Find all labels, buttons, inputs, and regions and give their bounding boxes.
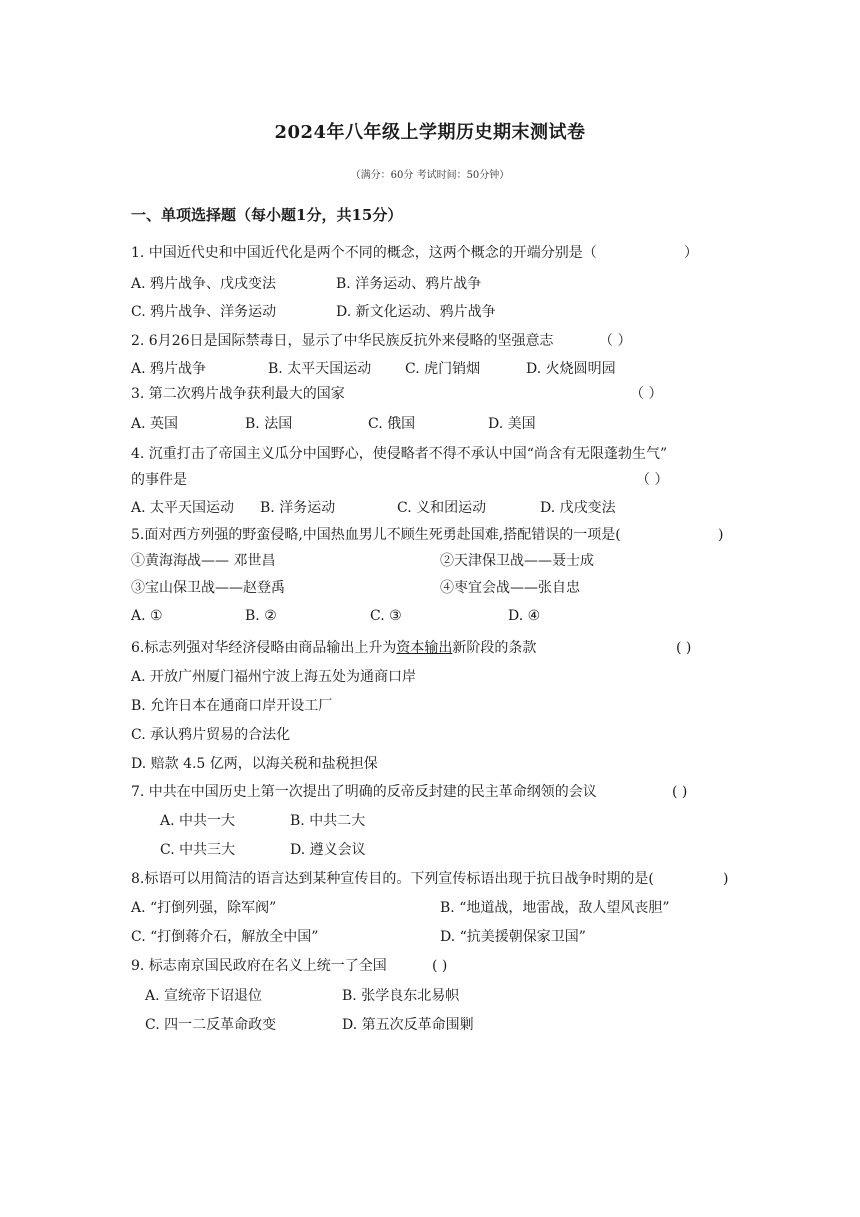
q3-option-d: D. 美国 xyxy=(488,416,536,432)
q5-option-b: B. ② xyxy=(245,608,277,624)
q9-paren: ( ) xyxy=(432,958,448,974)
q5-option-c: C. ③ xyxy=(370,608,402,624)
q1-option-a: A. 鸦片战争、戊戌变法 xyxy=(131,276,277,292)
q6-stem-post: 新阶段的条款 xyxy=(452,640,537,656)
q1-stem: 1. 中国近代史和中国近代化是两个不同的概念，这两个概念的开端分别是（ xyxy=(131,245,597,261)
q8-paren-close: ) xyxy=(723,871,729,887)
exam-title: 2024年八年级上学期历史期末测试卷 xyxy=(274,122,586,143)
q5-stem: 5.面对西方列强的野蛮侵略,中国热血男儿不顾生死勇赴国难,搭配错误的一项是( xyxy=(131,527,621,543)
q8-option-c: C. “打倒蒋介石，解放全中国” xyxy=(131,929,319,945)
q6-stem xyxy=(131,638,536,658)
q8-stem: 8.标语可以用简洁的语言达到某种宣传目的。下列宣传标语出现于抗日战争时期的是( xyxy=(131,871,654,887)
q4-stem-line2: 的事件是 xyxy=(131,472,187,488)
q5-option-a: A. ① xyxy=(131,608,163,624)
q7-paren: ( ) xyxy=(672,784,688,800)
section-heading: 一、单项选择题（每小题1分，共15分） xyxy=(131,206,403,224)
q4-option-b: B. 洋务运动 xyxy=(260,500,336,516)
q5-item-4: ④枣宜会战——张自忠 xyxy=(440,580,580,596)
q1-option-d: D. 新文化运动、鸦片战争 xyxy=(336,304,496,320)
q2-option-b: B. 太平天国运动 xyxy=(268,361,372,377)
q7-option-a: A. 中共一大 xyxy=(160,813,236,829)
exam-subtitle: （满分：60分 考试时间：50分钟） xyxy=(350,170,510,181)
q6-option-a: A. 开放广州厦门福州宁波上海五处为通商口岸 xyxy=(131,669,417,685)
q2-option-d: D. 火烧圆明园 xyxy=(526,361,616,377)
q1-option-b: B. 洋务运动、鸦片战争 xyxy=(336,276,482,292)
q6-option-c: C. 承认鸦片贸易的合法化 xyxy=(131,727,291,743)
q4-paren: （ ） xyxy=(636,472,669,488)
q9-option-b: B. 张学良东北易帜 xyxy=(342,988,460,1004)
q8-option-b: B. “地道战，地雷战，敌人望风丧胆” xyxy=(440,900,670,916)
q2-option-c: C. 虎门销烟 xyxy=(405,361,481,377)
q5-item-1: ①黄海海战—— 邓世昌 xyxy=(131,553,276,569)
q6-option-b: B. 允许日本在通商口岸开设工厂 xyxy=(131,698,333,714)
q8-option-a: A. “打倒列强，除军阀” xyxy=(131,900,277,916)
q7-option-c: C. 中共三大 xyxy=(160,842,236,858)
q8-option-d: D. “抗美援朝保家卫国” xyxy=(440,929,586,945)
q6-paren: ( ) xyxy=(676,640,692,656)
q2-option-a: A. 鸦片战争 xyxy=(131,361,207,377)
q4-stem: 4. 沉重打击了帝国主义瓜分中国野心，使侵略者不得不承认中国“尚含有无限蓬勃生气” xyxy=(131,446,668,462)
q1-option-c: C. 鸦片战争、洋务运动 xyxy=(131,304,277,320)
q3-option-c: C. 俄国 xyxy=(368,416,416,432)
q6-stem-underlined: 资本输出 xyxy=(396,640,453,656)
q6-option-d: D. 赔款 4.5 亿两，以海关税和盐税担保 xyxy=(131,756,378,772)
q5-item-3: ③宝山保卫战——赵登禹 xyxy=(131,580,285,596)
q3-paren: （ ） xyxy=(630,386,663,402)
q5-option-d: D. ④ xyxy=(508,608,541,624)
q9-option-d: D. 第五次反革命围剿 xyxy=(342,1017,474,1033)
q1-paren-close: ） xyxy=(684,245,698,261)
q2-paren: （ ） xyxy=(599,333,632,349)
q7-option-d: D. 遵义会议 xyxy=(290,842,366,858)
q9-option-c: C. 四一二反革命政变 xyxy=(145,1017,277,1033)
q6-stem-pre: 6.标志列强对华经济侵略由商品输出上升为 xyxy=(131,640,397,656)
q4-option-d: D. 戊戌变法 xyxy=(540,500,616,516)
q5-paren-close: ) xyxy=(718,527,724,543)
q4-option-a: A. 太平天国运动 xyxy=(131,500,235,516)
q9-option-a: A. 宣统帝下诏退位 xyxy=(145,988,263,1004)
q3-stem: 3. 第二次鸦片战争获利最大的国家 xyxy=(131,386,345,402)
q2-stem: 2. 6月26日是国际禁毒日，显示了中华民族反抗外来侵略的坚强意志 xyxy=(131,333,554,349)
q9-stem: 9. 标志南京国民政府在名义上统一了全国 xyxy=(131,958,387,974)
q3-option-a: A. 英国 xyxy=(131,416,179,432)
q7-option-b: B. 中共二大 xyxy=(290,813,366,829)
q5-item-2: ②天津保卫战——聂士成 xyxy=(440,553,594,569)
q3-option-b: B. 法国 xyxy=(245,416,293,432)
q4-option-c: C. 义和团运动 xyxy=(397,500,487,516)
q7-stem: 7. 中共在中国历史上第一次提出了明确的反帝反封建的民主革命纲领的会议 xyxy=(131,784,597,800)
